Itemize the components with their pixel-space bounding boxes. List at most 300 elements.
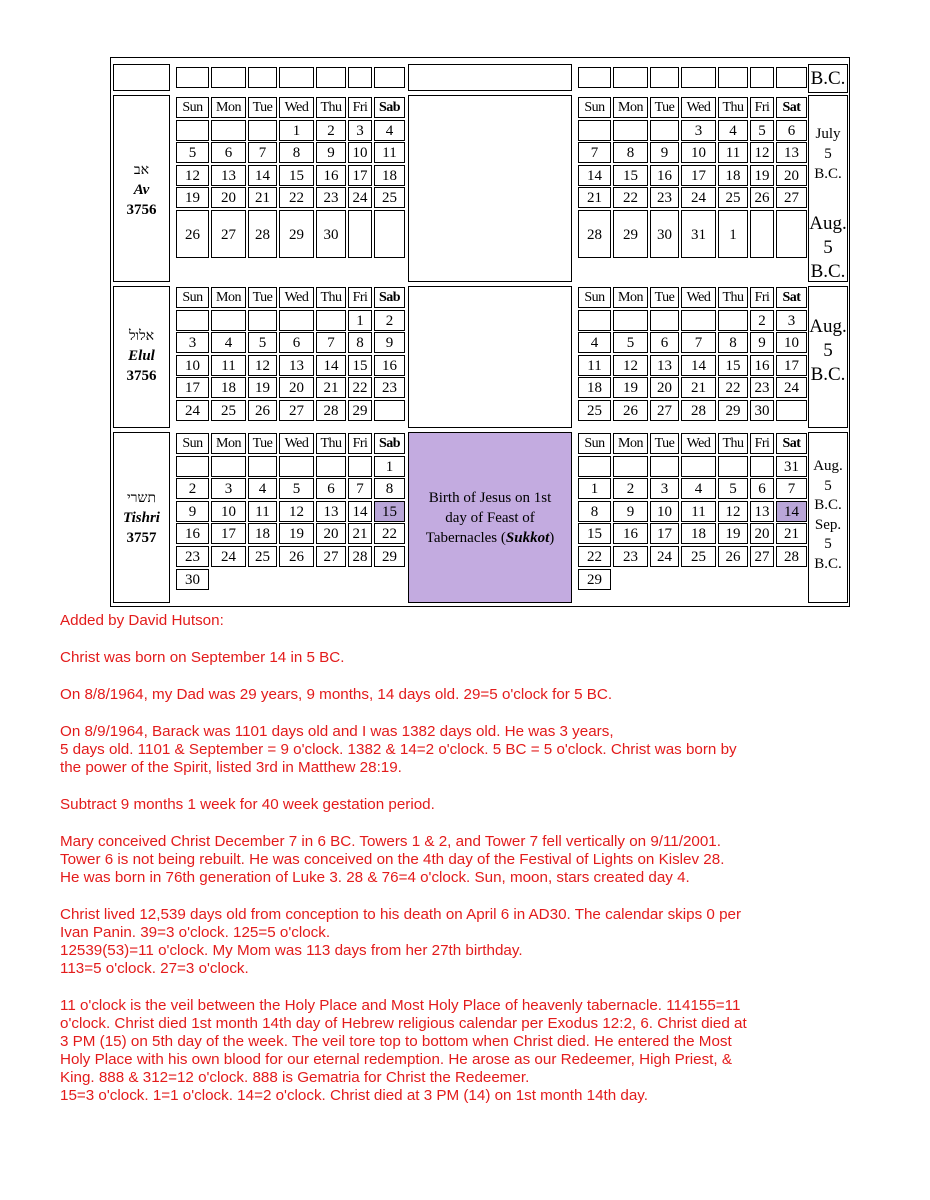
weekday-header: Thu <box>316 287 346 308</box>
weekday-header: Wed <box>279 287 314 308</box>
day-cell: 28 <box>776 546 807 567</box>
header-blank-cell <box>578 67 611 88</box>
day-cell: 3 <box>348 120 372 141</box>
tishri-calendar-left <box>176 433 406 603</box>
side-label-av-top <box>808 124 848 184</box>
day-cell: 10 <box>650 501 679 522</box>
day-cell: 24 <box>681 187 716 208</box>
note-line: 11 o'clock is the veil between the Holy Place and Most Holy Place of heavenly tabernacle. 114155=11 <box>60 997 741 1014</box>
day-cell: 19 <box>613 377 648 398</box>
day-cell: 31 <box>776 456 807 477</box>
header-blank-cell <box>374 67 405 88</box>
note-line: the power of the Spirit, listed 3rd in Matthew 28:19. <box>60 759 402 776</box>
day-cell: 29 <box>348 400 372 421</box>
weekday-header: Mon <box>211 287 246 308</box>
weekday-header: Sun <box>176 287 209 308</box>
day-cell: 17 <box>681 165 716 186</box>
header-row-left-blank <box>113 64 170 91</box>
day-cell: 9 <box>613 501 648 522</box>
day-cell: 19 <box>248 377 277 398</box>
day-cell <box>613 456 648 477</box>
month-label-elul <box>113 326 170 386</box>
day-cell: 12 <box>718 501 748 522</box>
day-cell: 10 <box>176 355 209 376</box>
day-cell: 12 <box>750 142 774 163</box>
header-blank-cell <box>316 67 346 88</box>
day-cell: 15 <box>578 523 611 544</box>
day-cell: 26 <box>176 210 209 258</box>
day-cell: 12 <box>248 355 277 376</box>
side-label-tishri <box>808 457 848 574</box>
side-label-elul <box>808 315 848 387</box>
side-label-line: Sep. <box>814 516 842 533</box>
day-cell: 8 <box>718 332 748 353</box>
header-row-left-cells <box>176 67 406 94</box>
side-label-line: B.C. <box>814 497 842 513</box>
note-line: He was born in 76th generation of Luke 3. 28 & 76=4 o'clock. Sun, moon, stars created day 4. <box>60 869 690 886</box>
day-cell: 13 <box>316 501 346 522</box>
day-cell: 2 <box>613 478 648 499</box>
day-cell: 23 <box>650 187 679 208</box>
month-name: Elul <box>128 348 155 364</box>
hebrew-name: אב <box>133 162 150 178</box>
weekday-header: Fri <box>750 287 774 308</box>
day-cell: 13 <box>279 355 314 376</box>
middle-blank-elul <box>408 286 572 428</box>
weekday-header: Wed <box>279 97 314 118</box>
day-cell <box>650 120 679 141</box>
notes-section <box>60 612 920 1105</box>
av-calendar-right <box>578 97 808 282</box>
note-paragraph <box>60 686 920 704</box>
day-cell: 31 <box>681 210 716 258</box>
day-cell: 12 <box>176 165 209 186</box>
day-cell <box>578 456 611 477</box>
day-cell: 6 <box>211 142 246 163</box>
day-cell <box>211 456 246 477</box>
weekday-header: Sun <box>578 433 611 454</box>
day-cell: 23 <box>316 187 346 208</box>
day-cell: 16 <box>316 165 346 186</box>
day-cell: 25 <box>211 400 246 421</box>
birth-note-part-1: Birth of Jesus on 1st day of Feast of Tabernacles ( <box>425 489 552 546</box>
birth-note-text <box>417 488 563 548</box>
day-cell: 16 <box>613 523 648 544</box>
weekday-header: Tue <box>650 433 679 454</box>
day-cell: 15 <box>279 165 314 186</box>
weekday-header: Tue <box>248 97 277 118</box>
day-cell <box>279 310 314 331</box>
day-cell: 25 <box>681 546 716 567</box>
day-cell <box>578 310 611 331</box>
day-cell: 16 <box>650 165 679 186</box>
side-label-line: 5 <box>824 477 832 494</box>
weekday-header: Sab <box>374 287 405 308</box>
day-cell: 20 <box>316 523 346 544</box>
day-cell: 20 <box>776 165 807 186</box>
day-cell <box>776 400 807 421</box>
day-cell: 7 <box>681 332 716 353</box>
day-cell: 11 <box>211 355 246 376</box>
day-cell: 25 <box>374 187 405 208</box>
day-cell: 11 <box>374 142 405 163</box>
note-paragraph <box>60 906 920 978</box>
day-cell: 13 <box>650 355 679 376</box>
day-cell: 24 <box>211 546 246 567</box>
day-cell: 1 <box>279 120 314 141</box>
day-cell: 4 <box>718 120 748 141</box>
day-cell: 2 <box>750 310 774 331</box>
day-cell: 21 <box>248 187 277 208</box>
hebrew-name: אלול <box>128 328 155 344</box>
month-name: Av <box>133 182 150 198</box>
day-cell: 18 <box>681 523 716 544</box>
day-cell: 30 <box>750 400 774 421</box>
day-cell: 20 <box>279 377 314 398</box>
day-cell: 5 <box>750 120 774 141</box>
day-cell: 17 <box>348 165 372 186</box>
weekday-header: Thu <box>718 287 748 308</box>
weekday-header: Tue <box>650 287 679 308</box>
day-cell: 6 <box>279 332 314 353</box>
day-cell: 18 <box>248 523 277 544</box>
month-name: Tishri <box>123 510 160 526</box>
day-cell: 16 <box>374 355 405 376</box>
day-cell: 22 <box>279 187 314 208</box>
day-cell: 7 <box>776 478 807 499</box>
side-label-line: Aug. <box>809 213 847 234</box>
day-cell <box>211 120 246 141</box>
header-blank-cell <box>681 67 716 88</box>
day-cell <box>750 456 774 477</box>
day-cell: 27 <box>316 546 346 567</box>
weekday-header: Mon <box>211 433 246 454</box>
day-cell: 21 <box>348 523 372 544</box>
day-cell: 2 <box>316 120 346 141</box>
note-paragraph <box>60 997 920 1105</box>
weekday-header: Sun <box>176 97 209 118</box>
note-paragraph <box>60 796 920 814</box>
middle-blank-av <box>408 95 572 282</box>
month-year: 3756 <box>126 202 157 218</box>
day-cell <box>176 456 209 477</box>
day-cell: 27 <box>776 187 807 208</box>
weekday-header: Mon <box>211 97 246 118</box>
elul-calendar-left <box>176 287 406 427</box>
birth-of-jesus-note <box>408 432 572 603</box>
day-cell: 24 <box>776 377 807 398</box>
note-line: Christ was born on September 14 in 5 BC. <box>60 649 345 666</box>
header-blank-cell <box>650 67 679 88</box>
month-year: 3757 <box>126 530 157 546</box>
side-label-line: July <box>815 126 841 142</box>
day-cell: 21 <box>681 377 716 398</box>
header-blank-cell <box>348 67 372 88</box>
day-cell <box>374 400 405 421</box>
day-cell: 24 <box>348 187 372 208</box>
day-cell: 12 <box>279 501 314 522</box>
weekday-header: Tue <box>248 433 277 454</box>
day-cell: 15 <box>374 501 405 522</box>
day-cell: 17 <box>211 523 246 544</box>
day-cell: 21 <box>316 377 346 398</box>
day-cell: 12 <box>613 355 648 376</box>
note-line: 15=3 o'clock. 1=1 o'clock. 14=2 o'clock. Christ died at 3 PM (14) on 1st month 14th day. <box>60 1087 648 1104</box>
header-blank-cell <box>248 67 277 88</box>
day-cell <box>348 456 372 477</box>
day-cell <box>650 456 679 477</box>
day-cell: 30 <box>176 569 209 590</box>
day-cell <box>681 310 716 331</box>
day-cell: 1 <box>578 478 611 499</box>
day-cell: 27 <box>211 210 246 258</box>
day-cell: 21 <box>776 523 807 544</box>
day-cell: 10 <box>681 142 716 163</box>
header-blank-cell <box>176 67 209 88</box>
hebrew-name: תשרי <box>127 490 156 506</box>
birth-note-part-3: ) <box>549 529 555 546</box>
day-cell: 27 <box>650 400 679 421</box>
day-cell: 27 <box>279 400 314 421</box>
day-cell: 28 <box>681 400 716 421</box>
day-cell: 28 <box>348 546 372 567</box>
day-cell: 14 <box>248 165 277 186</box>
day-cell: 22 <box>718 377 748 398</box>
day-cell: 28 <box>316 400 346 421</box>
note-line: 5 days old. 1101 & September = 9 o'clock. 1382 & 14=2 o'clock. 5 BC = 5 o'clock. Christ was born by <box>60 741 737 758</box>
day-cell: 26 <box>279 546 314 567</box>
day-cell: 18 <box>374 165 405 186</box>
day-cell: 22 <box>374 523 405 544</box>
header-row-right-cells <box>578 67 808 94</box>
day-cell: 14 <box>681 355 716 376</box>
header-blank-cell <box>211 67 246 88</box>
day-cell: 8 <box>348 332 372 353</box>
day-cell: 4 <box>578 332 611 353</box>
notes-title: Added by David Hutson: <box>60 612 224 629</box>
day-cell: 6 <box>650 332 679 353</box>
day-cell: 26 <box>613 400 648 421</box>
side-label-line: 5 <box>823 340 833 361</box>
day-cell: 4 <box>681 478 716 499</box>
day-cell: 30 <box>316 210 346 258</box>
day-cell: 22 <box>613 187 648 208</box>
day-cell: 18 <box>578 377 611 398</box>
note-paragraph <box>60 723 920 777</box>
note-paragraph <box>60 833 920 887</box>
day-cell: 15 <box>348 355 372 376</box>
day-cell <box>776 210 807 258</box>
note-line: 3 PM (15) on 5th day of the week. The veil tore top to bottom when Christ died. He entered the Most <box>60 1033 732 1050</box>
side-label-line: B.C. <box>810 364 846 385</box>
side-label-line: B.C. <box>814 555 842 572</box>
day-cell: 20 <box>750 523 774 544</box>
weekday-header: Mon <box>613 97 648 118</box>
header-blank-cell <box>776 67 807 88</box>
day-cell: 26 <box>248 400 277 421</box>
day-cell <box>718 310 748 331</box>
day-cell: 9 <box>650 142 679 163</box>
note-line: Ivan Panin. 39=3 o'clock. 125=5 o'clock. <box>60 924 331 941</box>
day-cell: 1 <box>718 210 748 258</box>
weekday-header: Fri <box>348 97 372 118</box>
day-cell: 9 <box>316 142 346 163</box>
month-label-av <box>113 160 170 220</box>
day-cell <box>578 120 611 141</box>
note-line: On 8/9/1964, Barack was 1101 days old and I was 1382 days old. He was 3 years, <box>60 723 614 740</box>
day-cell: 29 <box>718 400 748 421</box>
note-line: o'clock. Christ died 1st month 14th day of Hebrew religious calendar per Exodus 12:2, 6. Christ died at <box>60 1015 747 1032</box>
day-cell: 20 <box>650 377 679 398</box>
day-cell: 3 <box>650 478 679 499</box>
day-cell: 25 <box>578 400 611 421</box>
note-line: Tower 6 is not being rebuilt. He was conceived on the 4th day of the Festival of Lights on Kislev 28. <box>60 851 725 868</box>
weekday-header: Sat <box>776 433 807 454</box>
day-cell: 26 <box>750 187 774 208</box>
day-cell: 1 <box>348 310 372 331</box>
day-cell: 7 <box>348 478 372 499</box>
day-cell: 8 <box>374 478 405 499</box>
day-cell: 15 <box>718 355 748 376</box>
day-cell: 25 <box>718 187 748 208</box>
day-cell: 21 <box>578 187 611 208</box>
header-blank-cell <box>718 67 748 88</box>
weekday-header: Sat <box>776 287 807 308</box>
day-cell: 29 <box>374 546 405 567</box>
side-label-line: 5 <box>824 536 832 552</box>
day-cell <box>613 310 648 331</box>
day-cell: 10 <box>776 332 807 353</box>
day-cell <box>750 210 774 258</box>
day-cell: 11 <box>248 501 277 522</box>
day-cell <box>211 310 246 331</box>
day-cell: 2 <box>176 478 209 499</box>
day-cell: 8 <box>613 142 648 163</box>
day-cell: 13 <box>776 142 807 163</box>
side-label-line: B.C. <box>814 166 842 182</box>
day-cell: 4 <box>211 332 246 353</box>
day-cell <box>718 456 748 477</box>
day-cell <box>176 120 209 141</box>
day-cell <box>316 456 346 477</box>
header-row-middle-blank <box>408 64 572 91</box>
day-cell: 28 <box>578 210 611 258</box>
day-cell: 1 <box>374 456 405 477</box>
note-line: Mary conceived Christ December 7 in 6 BC. Towers 1 & 2, and Tower 7 fell vertically on 9/11/2001. <box>60 833 721 850</box>
weekday-header: Sat <box>776 97 807 118</box>
day-cell: 17 <box>650 523 679 544</box>
day-cell: 23 <box>374 377 405 398</box>
day-cell: 17 <box>176 377 209 398</box>
day-cell: 14 <box>578 165 611 186</box>
notes-body <box>60 649 920 1105</box>
day-cell: 23 <box>176 546 209 567</box>
day-cell <box>348 210 372 258</box>
side-label-line: Aug. <box>809 316 847 337</box>
weekday-header: Thu <box>316 433 346 454</box>
note-paragraph <box>60 649 920 667</box>
weekday-header: Sab <box>374 433 405 454</box>
month-label-tishri <box>113 488 170 548</box>
day-cell: 25 <box>248 546 277 567</box>
weekday-header: Mon <box>613 433 648 454</box>
av-calendar-left <box>176 97 406 282</box>
weekday-header: Fri <box>348 433 372 454</box>
day-cell <box>374 210 405 258</box>
day-cell <box>650 310 679 331</box>
day-cell <box>176 310 209 331</box>
month-year: 3756 <box>126 368 157 384</box>
day-cell: 14 <box>348 501 372 522</box>
weekday-header: Sun <box>578 287 611 308</box>
day-cell: 19 <box>750 165 774 186</box>
weekday-header: Sun <box>176 433 209 454</box>
elul-calendar-right <box>578 287 808 427</box>
weekday-header: Sun <box>578 97 611 118</box>
day-cell: 22 <box>348 377 372 398</box>
weekday-header: Tue <box>248 287 277 308</box>
note-line: 12539(53)=11 o'clock. My Mom was 113 days from her 27th birthday. <box>60 942 523 959</box>
day-cell: 20 <box>211 187 246 208</box>
day-cell: 13 <box>750 501 774 522</box>
day-cell <box>613 120 648 141</box>
side-label-line: 5 <box>823 237 833 258</box>
day-cell: 9 <box>750 332 774 353</box>
day-cell: 30 <box>650 210 679 258</box>
day-cell: 23 <box>613 546 648 567</box>
day-cell: 11 <box>578 355 611 376</box>
tishri-calendar-right <box>578 433 808 603</box>
note-line: Christ lived 12,539 days old from conception to his death on April 6 in AD30. The calendar skips 0 per <box>60 906 742 923</box>
day-cell: 6 <box>316 478 346 499</box>
day-cell: 8 <box>279 142 314 163</box>
day-cell <box>248 310 277 331</box>
day-cell: 19 <box>176 187 209 208</box>
day-cell: 23 <box>750 377 774 398</box>
day-cell: 14 <box>776 501 807 522</box>
day-cell: 16 <box>176 523 209 544</box>
day-cell: 7 <box>248 142 277 163</box>
day-cell: 11 <box>718 142 748 163</box>
day-cell: 8 <box>578 501 611 522</box>
day-cell: 3 <box>176 332 209 353</box>
header-bc-label: B.C. <box>808 64 848 93</box>
day-cell: 2 <box>374 310 405 331</box>
day-cell: 19 <box>279 523 314 544</box>
day-cell <box>316 310 346 331</box>
header-blank-cell <box>613 67 648 88</box>
day-cell: 29 <box>613 210 648 258</box>
day-cell: 14 <box>316 355 346 376</box>
day-cell: 18 <box>211 377 246 398</box>
day-cell: 3 <box>776 310 807 331</box>
weekday-header: Wed <box>681 433 716 454</box>
day-cell: 7 <box>316 332 346 353</box>
note-line: Subtract 9 months 1 week for 40 week gestation period. <box>60 796 435 813</box>
day-cell: 17 <box>776 355 807 376</box>
birth-note-sukkot: Sukkot <box>505 529 550 546</box>
weekday-header: Wed <box>681 97 716 118</box>
day-cell: 4 <box>374 120 405 141</box>
day-cell: 24 <box>176 400 209 421</box>
day-cell: 24 <box>650 546 679 567</box>
side-label-av-bottom <box>808 212 848 284</box>
day-cell: 19 <box>718 523 748 544</box>
day-cell: 29 <box>279 210 314 258</box>
day-cell: 26 <box>718 546 748 567</box>
day-cell: 10 <box>211 501 246 522</box>
weekday-header: Mon <box>613 287 648 308</box>
